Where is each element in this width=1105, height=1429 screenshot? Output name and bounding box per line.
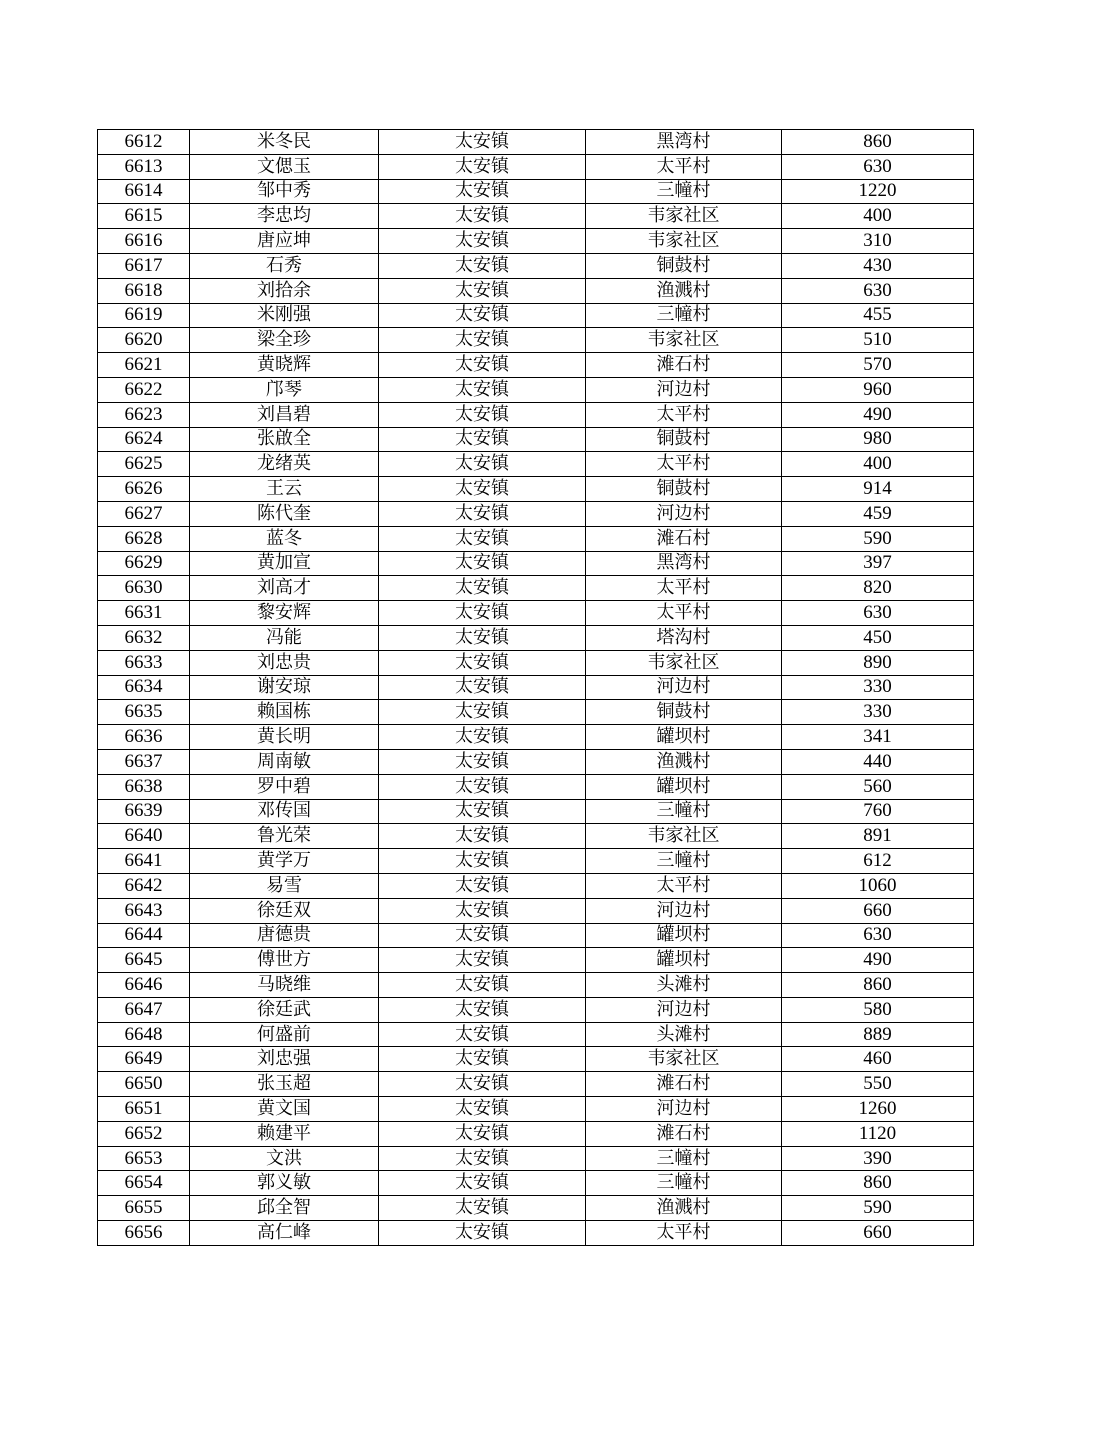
town-cell: 太安镇 [379,1221,586,1246]
town-cell: 太安镇 [379,353,586,378]
table-row [98,1072,974,1097]
table-row [98,377,974,402]
name-cell: 马晓维 [190,973,379,998]
name-cell: 王云 [190,477,379,502]
serial-number-cell: 6654 [98,1171,190,1196]
village-cell: 滩石村 [586,353,782,378]
serial-number-cell: 6632 [98,625,190,650]
name-cell: 石秀 [190,253,379,278]
name-cell: 易雪 [190,873,379,898]
serial-number-cell: 6639 [98,799,190,824]
serial-number-cell: 6649 [98,1047,190,1072]
amount-cell: 914 [782,477,974,502]
town-cell: 太安镇 [379,278,586,303]
name-cell: 黄晓辉 [190,353,379,378]
town-cell: 太安镇 [379,377,586,402]
town-cell: 太安镇 [379,824,586,849]
amount-cell: 1060 [782,873,974,898]
data-table [97,129,974,1246]
name-cell: 何盛前 [190,1022,379,1047]
serial-number-cell: 6646 [98,973,190,998]
table-row [98,948,974,973]
town-cell: 太安镇 [379,625,586,650]
serial-number-cell: 6618 [98,278,190,303]
amount-cell: 890 [782,650,974,675]
village-cell: 韦家社区 [586,204,782,229]
village-cell: 三幢村 [586,1171,782,1196]
table-body [98,130,974,1246]
table-row [98,923,974,948]
amount-cell: 960 [782,377,974,402]
village-cell: 太平村 [586,873,782,898]
town-cell: 太安镇 [379,898,586,923]
village-cell: 三幢村 [586,849,782,874]
table-row [98,576,974,601]
amount-cell: 1120 [782,1121,974,1146]
amount-cell: 341 [782,725,974,750]
serial-number-cell: 6636 [98,725,190,750]
name-cell: 黄长明 [190,725,379,750]
town-cell: 太安镇 [379,328,586,353]
amount-cell: 630 [782,601,974,626]
village-cell: 罐坝村 [586,774,782,799]
village-cell: 太平村 [586,1221,782,1246]
town-cell: 太安镇 [379,253,586,278]
serial-number-cell: 6625 [98,452,190,477]
town-cell: 太安镇 [379,179,586,204]
town-cell: 太安镇 [379,749,586,774]
serial-number-cell: 6614 [98,179,190,204]
name-cell: 黄文国 [190,1097,379,1122]
table-row [98,154,974,179]
town-cell: 太安镇 [379,303,586,328]
name-cell: 张啟全 [190,427,379,452]
table-row [98,1047,974,1072]
serial-number-cell: 6624 [98,427,190,452]
amount-cell: 580 [782,997,974,1022]
town-cell: 太安镇 [379,774,586,799]
village-cell: 太平村 [586,601,782,626]
amount-cell: 980 [782,427,974,452]
serial-number-cell: 6637 [98,749,190,774]
table-row [98,278,974,303]
amount-cell: 891 [782,824,974,849]
table-row [98,526,974,551]
name-cell: 徐廷武 [190,997,379,1022]
town-cell: 太安镇 [379,923,586,948]
village-cell: 太平村 [586,576,782,601]
name-cell: 邓传国 [190,799,379,824]
serial-number-cell: 6656 [98,1221,190,1246]
village-cell: 河边村 [586,997,782,1022]
village-cell: 韦家社区 [586,824,782,849]
name-cell: 黎安辉 [190,601,379,626]
table-row [98,1022,974,1047]
serial-number-cell: 6631 [98,601,190,626]
name-cell: 黄学万 [190,849,379,874]
amount-cell: 630 [782,923,974,948]
village-cell: 河边村 [586,1097,782,1122]
serial-number-cell: 6648 [98,1022,190,1047]
village-cell: 河边村 [586,377,782,402]
table-row [98,1221,974,1246]
amount-cell: 440 [782,749,974,774]
village-cell: 韦家社区 [586,229,782,254]
name-cell: 龙绪英 [190,452,379,477]
village-cell: 铜鼓村 [586,427,782,452]
village-cell: 韦家社区 [586,650,782,675]
serial-number-cell: 6644 [98,923,190,948]
table-row [98,353,974,378]
table-row [98,1121,974,1146]
town-cell: 太安镇 [379,873,586,898]
town-cell: 太安镇 [379,452,586,477]
village-cell: 河边村 [586,501,782,526]
village-cell: 塔沟村 [586,625,782,650]
amount-cell: 400 [782,452,974,477]
table-row [98,625,974,650]
amount-cell: 1260 [782,1097,974,1122]
table-row [98,849,974,874]
town-cell: 太安镇 [379,551,586,576]
town-cell: 太安镇 [379,973,586,998]
town-cell: 太安镇 [379,601,586,626]
table-row [98,774,974,799]
table-row [98,477,974,502]
town-cell: 太安镇 [379,204,586,229]
amount-cell: 330 [782,700,974,725]
village-cell: 太平村 [586,452,782,477]
table-row [98,1171,974,1196]
table-row [98,303,974,328]
town-cell: 太安镇 [379,154,586,179]
amount-cell: 590 [782,1196,974,1221]
table-row [98,179,974,204]
town-cell: 太安镇 [379,526,586,551]
table-row [98,898,974,923]
village-cell: 头滩村 [586,1022,782,1047]
name-cell: 张玉超 [190,1072,379,1097]
name-cell: 谢安琼 [190,675,379,700]
table-row [98,427,974,452]
serial-number-cell: 6651 [98,1097,190,1122]
name-cell: 刘忠贵 [190,650,379,675]
name-cell: 冯能 [190,625,379,650]
table-row [98,253,974,278]
name-cell: 郭义敏 [190,1171,379,1196]
amount-cell: 820 [782,576,974,601]
table-row [98,601,974,626]
town-cell: 太安镇 [379,1171,586,1196]
amount-cell: 510 [782,328,974,353]
amount-cell: 590 [782,526,974,551]
serial-number-cell: 6635 [98,700,190,725]
name-cell: 傅世方 [190,948,379,973]
village-cell: 三幢村 [586,179,782,204]
town-cell: 太安镇 [379,997,586,1022]
town-cell: 太安镇 [379,700,586,725]
amount-cell: 430 [782,253,974,278]
table-row [98,799,974,824]
serial-number-cell: 6653 [98,1146,190,1171]
village-cell: 头滩村 [586,973,782,998]
village-cell: 三幢村 [586,799,782,824]
town-cell: 太安镇 [379,799,586,824]
village-cell: 三幢村 [586,1146,782,1171]
name-cell: 蓝冬 [190,526,379,551]
amount-cell: 860 [782,130,974,155]
name-cell: 邹中秀 [190,179,379,204]
village-cell: 河边村 [586,675,782,700]
serial-number-cell: 6626 [98,477,190,502]
table-row [98,551,974,576]
serial-number-cell: 6617 [98,253,190,278]
serial-number-cell: 6620 [98,328,190,353]
village-cell: 渔溅村 [586,278,782,303]
town-cell: 太安镇 [379,229,586,254]
town-cell: 太安镇 [379,1121,586,1146]
serial-number-cell: 6652 [98,1121,190,1146]
village-cell: 太平村 [586,402,782,427]
village-cell: 罐坝村 [586,923,782,948]
table-row [98,650,974,675]
town-cell: 太安镇 [379,849,586,874]
amount-cell: 760 [782,799,974,824]
town-cell: 太安镇 [379,501,586,526]
name-cell: 周南敏 [190,749,379,774]
table-row [98,402,974,427]
village-cell: 黑湾村 [586,130,782,155]
town-cell: 太安镇 [379,1072,586,1097]
serial-number-cell: 6638 [98,774,190,799]
town-cell: 太安镇 [379,650,586,675]
table-row [98,973,974,998]
serial-number-cell: 6655 [98,1196,190,1221]
amount-cell: 660 [782,1221,974,1246]
amount-cell: 450 [782,625,974,650]
table-row [98,997,974,1022]
amount-cell: 550 [782,1072,974,1097]
village-cell: 铜鼓村 [586,253,782,278]
amount-cell: 860 [782,1171,974,1196]
village-cell: 铜鼓村 [586,700,782,725]
table-row [98,749,974,774]
amount-cell: 490 [782,402,974,427]
serial-number-cell: 6640 [98,824,190,849]
town-cell: 太安镇 [379,725,586,750]
serial-number-cell: 6622 [98,377,190,402]
town-cell: 太安镇 [379,427,586,452]
name-cell: 刘昌碧 [190,402,379,427]
serial-number-cell: 6612 [98,130,190,155]
name-cell: 徐廷双 [190,898,379,923]
table-row [98,873,974,898]
table-row [98,824,974,849]
name-cell: 陈代奎 [190,501,379,526]
table-row [98,452,974,477]
name-cell: 梁全珍 [190,328,379,353]
table-row [98,700,974,725]
village-cell: 韦家社区 [586,328,782,353]
village-cell: 铜鼓村 [586,477,782,502]
name-cell: 米刚强 [190,303,379,328]
village-cell: 渔溅村 [586,749,782,774]
table-row [98,1196,974,1221]
amount-cell: 630 [782,154,974,179]
amount-cell: 570 [782,353,974,378]
serial-number-cell: 6627 [98,501,190,526]
serial-number-cell: 6616 [98,229,190,254]
serial-number-cell: 6630 [98,576,190,601]
village-cell: 河边村 [586,898,782,923]
amount-cell: 630 [782,278,974,303]
name-cell: 刘忠强 [190,1047,379,1072]
town-cell: 太安镇 [379,477,586,502]
serial-number-cell: 6615 [98,204,190,229]
amount-cell: 612 [782,849,974,874]
table-row [98,1097,974,1122]
name-cell: 赖建平 [190,1121,379,1146]
name-cell: 唐德贵 [190,923,379,948]
serial-number-cell: 6650 [98,1072,190,1097]
serial-number-cell: 6641 [98,849,190,874]
table-row [98,204,974,229]
amount-cell: 330 [782,675,974,700]
serial-number-cell: 6621 [98,353,190,378]
town-cell: 太安镇 [379,675,586,700]
name-cell: 鲁光荣 [190,824,379,849]
amount-cell: 560 [782,774,974,799]
table-row [98,130,974,155]
amount-cell: 400 [782,204,974,229]
table-row [98,1146,974,1171]
town-cell: 太安镇 [379,1196,586,1221]
village-cell: 滩石村 [586,1072,782,1097]
table-row [98,675,974,700]
serial-number-cell: 6628 [98,526,190,551]
village-cell: 罐坝村 [586,725,782,750]
amount-cell: 459 [782,501,974,526]
town-cell: 太安镇 [379,402,586,427]
village-cell: 黑湾村 [586,551,782,576]
serial-number-cell: 6647 [98,997,190,1022]
village-cell: 太平村 [586,154,782,179]
name-cell: 李忠均 [190,204,379,229]
name-cell: 罗中碧 [190,774,379,799]
amount-cell: 397 [782,551,974,576]
town-cell: 太安镇 [379,1146,586,1171]
table-row [98,229,974,254]
amount-cell: 889 [782,1022,974,1047]
village-cell: 滩石村 [586,1121,782,1146]
amount-cell: 490 [782,948,974,973]
town-cell: 太安镇 [379,948,586,973]
town-cell: 太安镇 [379,130,586,155]
name-cell: 刘高才 [190,576,379,601]
serial-number-cell: 6623 [98,402,190,427]
village-cell: 三幢村 [586,303,782,328]
name-cell: 唐应坤 [190,229,379,254]
serial-number-cell: 6629 [98,551,190,576]
town-cell: 太安镇 [379,1047,586,1072]
name-cell: 文洪 [190,1146,379,1171]
name-cell: 邱全智 [190,1196,379,1221]
table-row [98,725,974,750]
serial-number-cell: 6634 [98,675,190,700]
name-cell: 高仁峰 [190,1221,379,1246]
name-cell: 赖国栋 [190,700,379,725]
serial-number-cell: 6633 [98,650,190,675]
village-cell: 滩石村 [586,526,782,551]
serial-number-cell: 6645 [98,948,190,973]
name-cell: 米冬民 [190,130,379,155]
name-cell: 邝琴 [190,377,379,402]
town-cell: 太安镇 [379,1097,586,1122]
amount-cell: 1220 [782,179,974,204]
town-cell: 太安镇 [379,1022,586,1047]
serial-number-cell: 6643 [98,898,190,923]
town-cell: 太安镇 [379,576,586,601]
name-cell: 刘拾余 [190,278,379,303]
village-cell: 韦家社区 [586,1047,782,1072]
amount-cell: 460 [782,1047,974,1072]
table-row [98,328,974,353]
amount-cell: 860 [782,973,974,998]
amount-cell: 455 [782,303,974,328]
name-cell: 文偲玉 [190,154,379,179]
serial-number-cell: 6619 [98,303,190,328]
table-row [98,501,974,526]
amount-cell: 660 [782,898,974,923]
amount-cell: 390 [782,1146,974,1171]
serial-number-cell: 6613 [98,154,190,179]
village-cell: 罐坝村 [586,948,782,973]
name-cell: 黄加宣 [190,551,379,576]
serial-number-cell: 6642 [98,873,190,898]
amount-cell: 310 [782,229,974,254]
village-cell: 渔溅村 [586,1196,782,1221]
